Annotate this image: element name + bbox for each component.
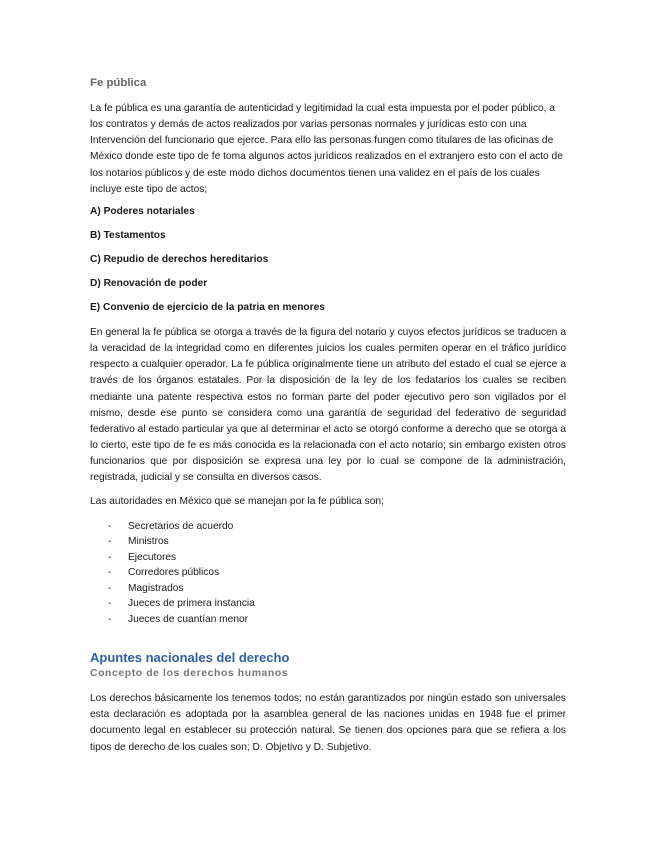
list-item-renovacion: D) Renovación de poder xyxy=(90,277,208,289)
list-item-poderes: A) Poderes notariales xyxy=(90,205,195,217)
dash-bullet: - xyxy=(108,536,112,548)
authority-item: - Corredores públicos xyxy=(90,565,566,581)
authority-item: - Ejecutores xyxy=(90,550,566,566)
heading-fe-publica: Fe pública xyxy=(90,77,147,89)
authority-item: - Ministros xyxy=(90,534,566,550)
dash-bullet: - xyxy=(108,551,112,563)
derechos-paragraph: Los derechos básicamente los tenemos todos; no están garantizados por ningún estado son universales esta declaración es adoptada por la asamblea general de las naciones unidas en 1948 fue el primer documento legal en establecer su protección natural. Se tienen dos opciones para que se refiera a los tipos de derecho de los cuales son; D. Objetivo y D. Subjetivo. xyxy=(90,693,566,753)
authority-item: - Jueces de primera instancia xyxy=(90,596,566,612)
intro-paragraph: La fe pública es una garantía de autenticidad y legitimidad la cual esta impuesta por el poder público, a los contratos y demás de actos realizados por varias personas normales y jurídicas esto con una Intervención del funcionario que ejerce. Para ello las personas fungen como titulares de las oficinas de México donde este tipo de fe toma algunos actos jurídicos realizados en el extranjero esto con el acto de los notarios públicos y de este modo dichos documentos tienen una validez en el país de los cuales incluye este tipo de actos; xyxy=(90,103,563,195)
document-content xyxy=(90,76,566,763)
authority-item: - Secretarios de acuerdo xyxy=(90,519,566,535)
dash-bullet: - xyxy=(108,613,112,625)
dash-bullet: - xyxy=(108,520,112,532)
dash-bullet: - xyxy=(108,582,112,594)
list-item-convenio: E) Convenio de ejercicio de la patria en menores xyxy=(90,301,325,313)
authorities-intro: Las autoridades en México que se manejan por la fe pública son; xyxy=(90,495,384,507)
subheading-derechos-humanos: Concepto de los derechos humanos xyxy=(90,668,289,680)
authority-item: - Jueces de cuantían menor xyxy=(90,612,566,628)
general-paragraph: En general la fe pública se otorga a través de la figura del notario y cuyos efectos jurídicos se traducen a la veracidad de la integridad como en diferentes juicios los cuales permiten operar en el tráfico jurídico respecto a cualquier operador. La fe pública originalmente tiene un atributo del estado el cual se ejerce a través de los órganos estatales. Por la disposición de la ley de los fedatarios los cuales se reciben mediante una patente respectiva estos no forman parte del poder ejecutivo pero son vigilados por el mismo, desde ese punto se considera como una garantía de seguridad del federativo de seguridad federativo al estado particular ya que al determinar el acto se otorgó conforme a derecho que se otorga a lo cierto, este tipo de fe es más conocida es la relacionada con el acto notario; sin embargo existen otros funcionarios que por disposición se expresa una ley por lo cual se compone de la administración, registrada, judicial y se consulta en diversos casos. xyxy=(90,326,566,484)
list-item-repudio: C) Repudio de derechos hereditarios xyxy=(90,253,269,265)
authority-item: - Magistrados xyxy=(90,581,566,597)
dash-bullet: - xyxy=(108,598,112,610)
dash-bullet: - xyxy=(108,567,112,579)
heading-apuntes: Apuntes nacionales del derecho xyxy=(90,650,290,666)
authorities-list xyxy=(90,519,566,628)
list-item-testamentos: B) Testamentos xyxy=(90,229,166,241)
